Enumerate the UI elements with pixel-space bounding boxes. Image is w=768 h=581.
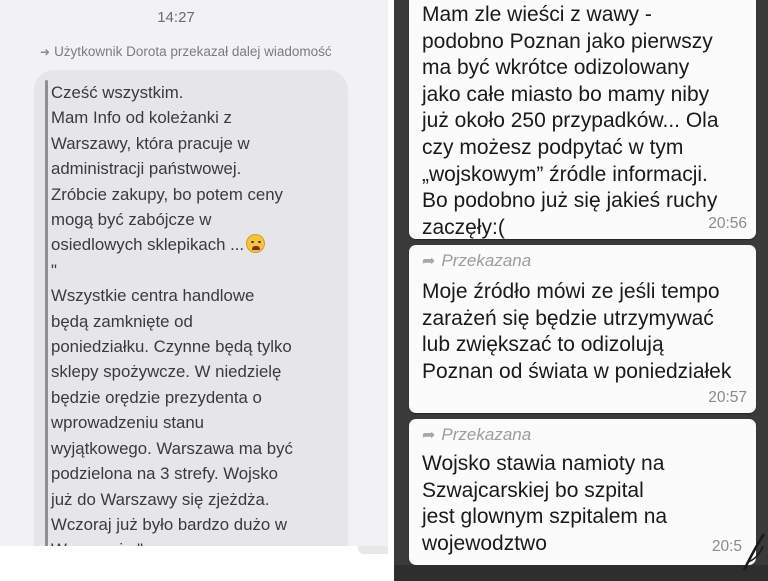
message-line: administracji państwowej. <box>51 159 242 179</box>
message-line-with-emoji <box>51 232 341 257</box>
message-line: Warszawy, która pracuje w <box>51 133 250 153</box>
message-line: Mam Info od koleżanki z <box>51 108 232 128</box>
message-line: już około 250 przypadków... Ola <box>422 109 719 133</box>
forwarded-note <box>40 44 332 59</box>
message-line: jako całe miasto bo mamy niby <box>422 82 710 106</box>
message-line: osiedlowych sklepikach ... <box>51 235 245 255</box>
message-time: 20:56 <box>708 215 747 232</box>
message-line: Bo podobno już się jakieś ruchy <box>422 189 718 213</box>
message-text <box>422 451 667 557</box>
message-line: będą zamknięte od <box>51 311 193 331</box>
message-time: 20:57 <box>708 389 747 406</box>
message-line: " <box>51 260 57 280</box>
right-chat-panel <box>394 0 768 581</box>
message-line: wojewodztwo <box>422 531 547 555</box>
forwarded-note-text: Użytkownik Dorota przekazał dalej wiadomość <box>54 44 332 59</box>
message-line: podzielona na 3 strefy. Wojsko <box>51 464 278 484</box>
message-timestamp: 14:27 <box>157 9 195 26</box>
forwarded-message-text <box>51 80 341 563</box>
message-line: Cześć wszystkim. <box>51 83 184 102</box>
forward-arrow-icon: ➜ <box>40 45 51 59</box>
message-text <box>422 279 731 385</box>
screenshot-bottom-edge <box>0 546 388 581</box>
message-line: ma być wkrótce odizolowany <box>422 56 690 80</box>
message-line: już do Warszawy się zjeżdża. <box>51 489 270 509</box>
message-line: lub zwiększać to odizolują <box>422 333 664 357</box>
forwarded-message-bubble[interactable] <box>34 70 348 570</box>
message-line: wyjątkowego. Warszawa ma być <box>51 438 293 458</box>
forwarded-label <box>422 251 531 271</box>
message-line: sklepy spożywcze. W niedzielę <box>51 362 282 382</box>
weary-face-emoji-icon <box>246 234 265 253</box>
forwarded-label-text: Przekazana <box>441 425 532 444</box>
forwarded-label-text: Przekazana <box>441 251 532 270</box>
feather-watermark-icon <box>740 532 766 572</box>
screenshot-bottom-edge <box>394 565 768 581</box>
message-line: „wojskowym” źródle informacji. <box>422 162 708 186</box>
quote-bar <box>45 80 48 560</box>
message-line: Szwajcarskiej bo szpital <box>422 478 644 502</box>
message-line: zarażeń się będzie utrzymywać <box>422 306 714 330</box>
message-line: Wszystkie centra handlowe <box>51 286 255 306</box>
message-line: Wczoraj już było bardzo dużo w <box>51 514 287 534</box>
message-line: mogą być zabójcze w <box>51 210 212 230</box>
message-time: 20:5 <box>711 538 742 555</box>
message-line: Mam zle wieści z wawy - <box>422 3 652 26</box>
forwarded-message-bubble[interactable] <box>409 419 756 565</box>
forwarded-label <box>422 425 531 445</box>
message-line: Poznan od świata w poniedziałek <box>422 359 732 383</box>
message-bubble[interactable] <box>409 0 756 239</box>
forward-arrow-icon: ➦ <box>422 427 436 444</box>
message-line: zaczęły:( <box>422 215 505 239</box>
message-line: poniedziałku. Czynne będą tylko <box>51 337 292 357</box>
scroll-indicator <box>358 546 388 554</box>
message-line: podobno Poznan jako pierwszy <box>422 29 713 53</box>
forwarded-message-bubble[interactable] <box>409 245 756 413</box>
message-line: będzie orędzie prezydenta o <box>51 387 262 407</box>
message-line: jest glownym szpitalem na <box>422 505 668 529</box>
message-line: Wojsko stawia namioty na <box>422 452 665 475</box>
forward-arrow-icon: ➦ <box>422 253 436 270</box>
message-line: wprowadzeniu stanu <box>51 413 204 433</box>
message-line: Zróbcie zakupy, bo potem ceny <box>51 184 283 204</box>
message-line: Moje źródło mówi ze jeśli tempo <box>422 280 720 303</box>
message-line: czy możesz podpytać w tym <box>422 135 684 159</box>
message-text <box>422 2 719 241</box>
